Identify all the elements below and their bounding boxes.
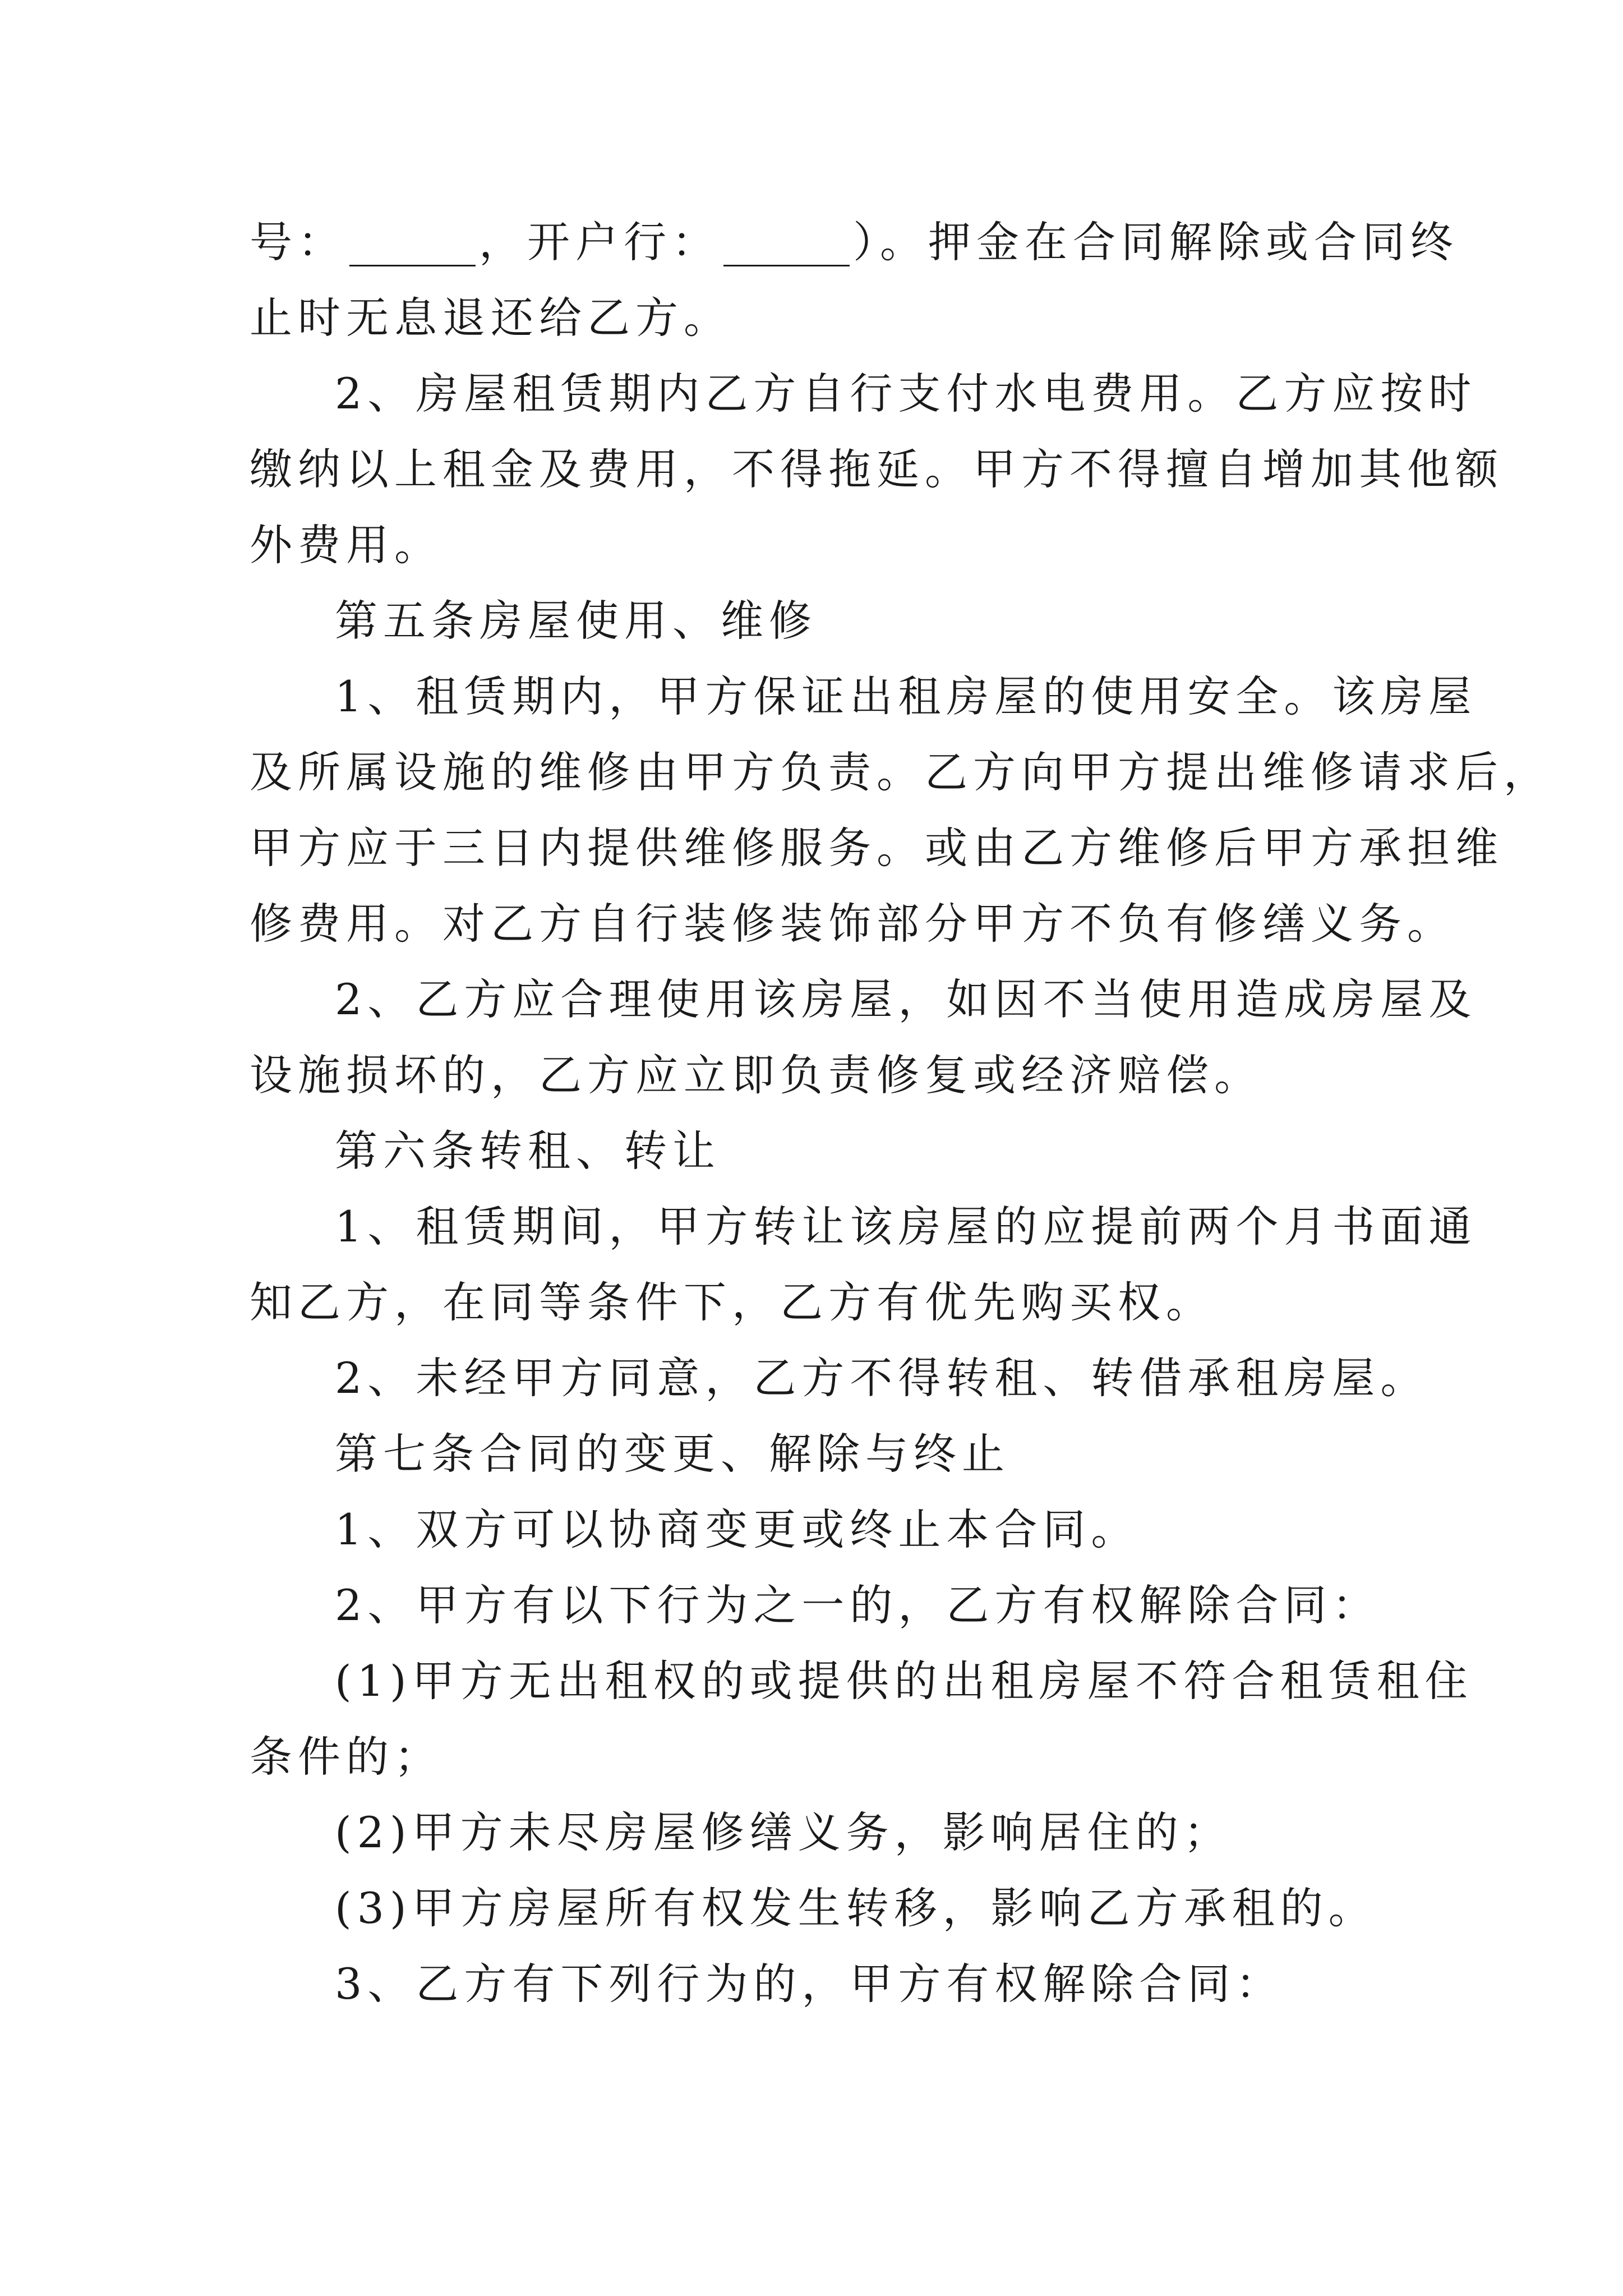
paragraph-line: 1、租赁期间，甲方转让该房屋的应提前两个月书面通 <box>335 1202 1477 1251</box>
text-line: 及所属设施的维修由甲方负责。乙方向甲方提出维修请求后， <box>250 747 1552 797</box>
list-item: (1)甲方无出租权的或提供的出租房屋不符合租赁租住 <box>335 1656 1473 1706</box>
text-line: 知乙方，在同等条件下，乙方有优先购买权。 <box>250 1277 1214 1327</box>
paragraph-line: 1、租赁期内，甲方保证出租房屋的使用安全。该房屋 <box>335 671 1477 721</box>
paragraph-line: 2、甲方有以下行为之一的，乙方有权解除合同： <box>335 1580 1381 1630</box>
blank-field-account <box>349 226 476 266</box>
list-item: (3)甲方房屋所有权发生转移，影响乙方承租的。 <box>335 1883 1377 1933</box>
text-line: 修费用。对乙方自行装修装饰部分甲方不负有修缮义务。 <box>250 899 1455 949</box>
text-line: 缴纳以上租金及费用，不得拖延。甲方不得擅自增加其他额 <box>250 444 1504 494</box>
text-line <box>250 209 1459 276</box>
text-segment: ）。押金在合同解除或合同终 <box>853 217 1459 267</box>
blank-field-bank <box>723 226 850 266</box>
paragraph-line: 2、未经甲方同意，乙方不得转租、转借承租房屋。 <box>335 1353 1429 1403</box>
text-segment: 号： <box>250 217 346 267</box>
paragraph-line: 2、乙方应合理使用该房屋，如因不当使用造成房屋及 <box>335 974 1477 1024</box>
text-line: 甲方应于三日内提供维修服务。或由乙方维修后甲方承担维 <box>250 823 1504 873</box>
paragraph-line: 3、乙方有下列行为的，甲方有权解除合同： <box>335 1959 1284 2009</box>
text-segment: ，开户行： <box>479 217 720 267</box>
paragraph-line: 2、房屋租赁期内乙方自行支付水电费用。乙方应按时 <box>335 369 1477 418</box>
paragraph-line: 1、双方可以协商变更或终止本合同。 <box>335 1504 1140 1554</box>
section-heading: 第六条转租、转让 <box>335 1126 721 1176</box>
list-item: (2)甲方未尽房屋修缮义务，影响居住的； <box>335 1807 1232 1857</box>
text-line: 外费用。 <box>250 520 442 570</box>
text-line: 止时无息退还给乙方。 <box>250 293 732 343</box>
text-line: 条件的； <box>250 1732 442 1782</box>
section-heading: 第五条房屋使用、维修 <box>335 596 817 646</box>
text-line: 设施损坏的，乙方应立即负责修复或经济赔偿。 <box>250 1050 1262 1100</box>
section-heading: 第七条合同的变更、解除与终止 <box>335 1429 1010 1479</box>
